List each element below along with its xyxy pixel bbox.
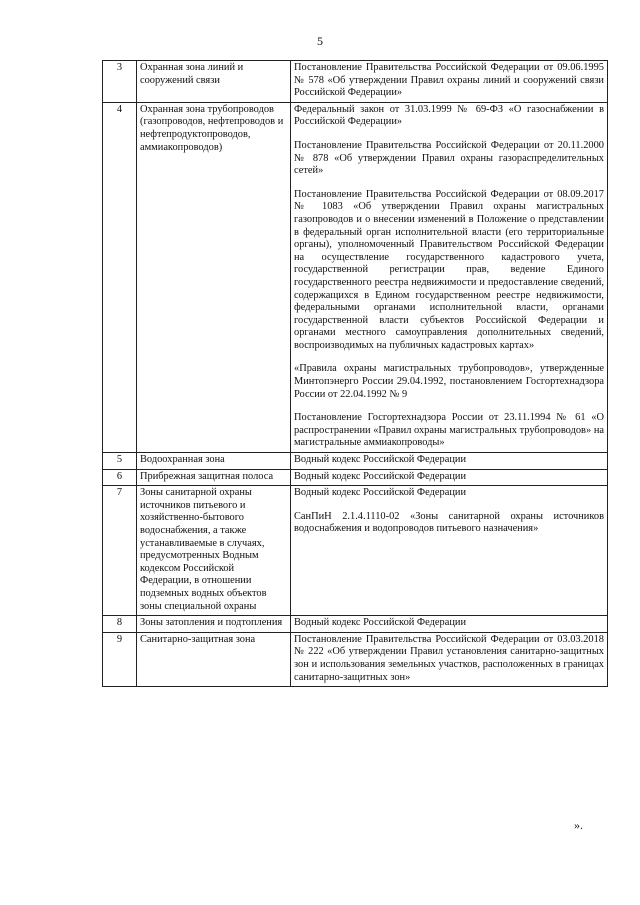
zone-documents xyxy=(291,102,608,452)
row-number: 4 xyxy=(103,102,137,452)
table-row-9 xyxy=(103,632,608,686)
document-item: Постановление Правительства Российской Федерации от 20.11.2000 № 878 «Об утверждении Правил охраны газораспределительных сетей» xyxy=(294,139,604,177)
table-row-3 xyxy=(103,61,608,103)
document-item: Водный кодекс Российской Федерации xyxy=(294,487,467,499)
row-number: 3 xyxy=(103,61,137,103)
zone-name: Охранная зона линий и сооружений связи xyxy=(137,61,291,103)
document-item: Постановление Правительства Российской Федерации от 03.03.2018 № 222 «Об утверждении Правил установления санитарно-защитных зон и использования земельных участков, расположенных в границах санитарно-защитных зон» xyxy=(294,633,604,683)
zone-name: Охранная зона трубопроводов (газопроводов, нефтепроводов и нефтепродуктопроводов, аммиакопроводов) xyxy=(137,102,291,452)
row-number: 7 xyxy=(103,486,137,616)
zone-name: Зоны санитарной охраны источников питьевого и хозяйственно-бытового водоснабжения, а также устанавливаемые в случаях, предусмотренных Водным кодексом Российской Федерации, в отношении подземных водных объектов зоны специальной охраны xyxy=(137,486,291,616)
row-number: 8 xyxy=(103,616,137,633)
closing-quote-mark: ». xyxy=(574,818,583,832)
table-row-5 xyxy=(103,453,608,470)
row-number: 9 xyxy=(103,632,137,686)
document-item: «Правила охраны магистральных трубопроводов», утвержденные Минтопэнерго России 29.04.1992, постановлением Госгортехнадзора России от 22.04.1992 № 9 xyxy=(294,363,604,400)
zone-documents xyxy=(291,469,608,486)
zone-documents xyxy=(291,486,608,616)
table-row-4 xyxy=(103,102,608,452)
document-item: Водный кодекс Российской Федерации xyxy=(294,617,467,629)
zone-documents xyxy=(291,616,608,633)
row-number: 5 xyxy=(103,453,137,470)
zone-name: Санитарно-защитная зона xyxy=(137,632,291,686)
document-item: СанПиН 2.1.4.1110-02 «Зоны санитарной охраны источников водоснабжения и водопроводов питьевого назначения» xyxy=(294,510,604,535)
document-item: Постановление Правительства Российской Федерации от 09.06.1995 № 578 «Об утверждении Правил охраны линий и сооружений связи Российской Федерации» xyxy=(294,62,604,99)
zone-documents xyxy=(291,632,608,686)
zones-table-body xyxy=(103,61,608,687)
table-row-8 xyxy=(103,616,608,633)
document-item: Федеральный закон от 31.03.1999 № 69-ФЗ «О газоснабжении в Российской Федерации» xyxy=(294,103,604,128)
zones-table xyxy=(102,60,608,687)
zone-name: Прибрежная защитная полоса xyxy=(137,469,291,486)
zone-name: Зоны затопления и подтопления xyxy=(137,616,291,633)
zone-name: Водоохранная зона xyxy=(137,453,291,470)
table-row-6 xyxy=(103,469,608,486)
document-item: Водный кодекс Российской Федерации xyxy=(294,470,467,482)
table-row-7 xyxy=(103,486,608,616)
page-number: 5 xyxy=(317,34,323,48)
document-item: Водный кодекс Российской Федерации xyxy=(294,454,467,466)
zone-documents xyxy=(291,453,608,470)
row-number: 6 xyxy=(103,469,137,486)
document-item: Постановление Правительства Российской Федерации от 08.09.2017 № 1083 «Об утверждении Правил охраны магистральных газопроводов и о внесении изменений в Положение о представлении в федеральный орган исполнительной власти (его территориальные органы), уполномоченный Правительством Российской Федерации на осуществление государственного кадастрового учета, государственной регистрации прав, ведение Единого государственного реестра недвижимости и предоставление сведений, содержащихся в Едином государственном реестре недвижимости, федеральными органами исполнительной власти, органами государственной власти субъектов Российской Федерации и органами местного самоуправления дополнительных сведений, воспроизводимых на публичных кадастровых картах» xyxy=(294,188,604,351)
document-item: Постановление Госгортехнадзора России от 23.11.1994 № 61 «О распространении «Правил охраны магистральных трубопроводов» на магистральные аммиакопроводы» xyxy=(294,412,604,449)
zone-documents xyxy=(291,61,608,103)
